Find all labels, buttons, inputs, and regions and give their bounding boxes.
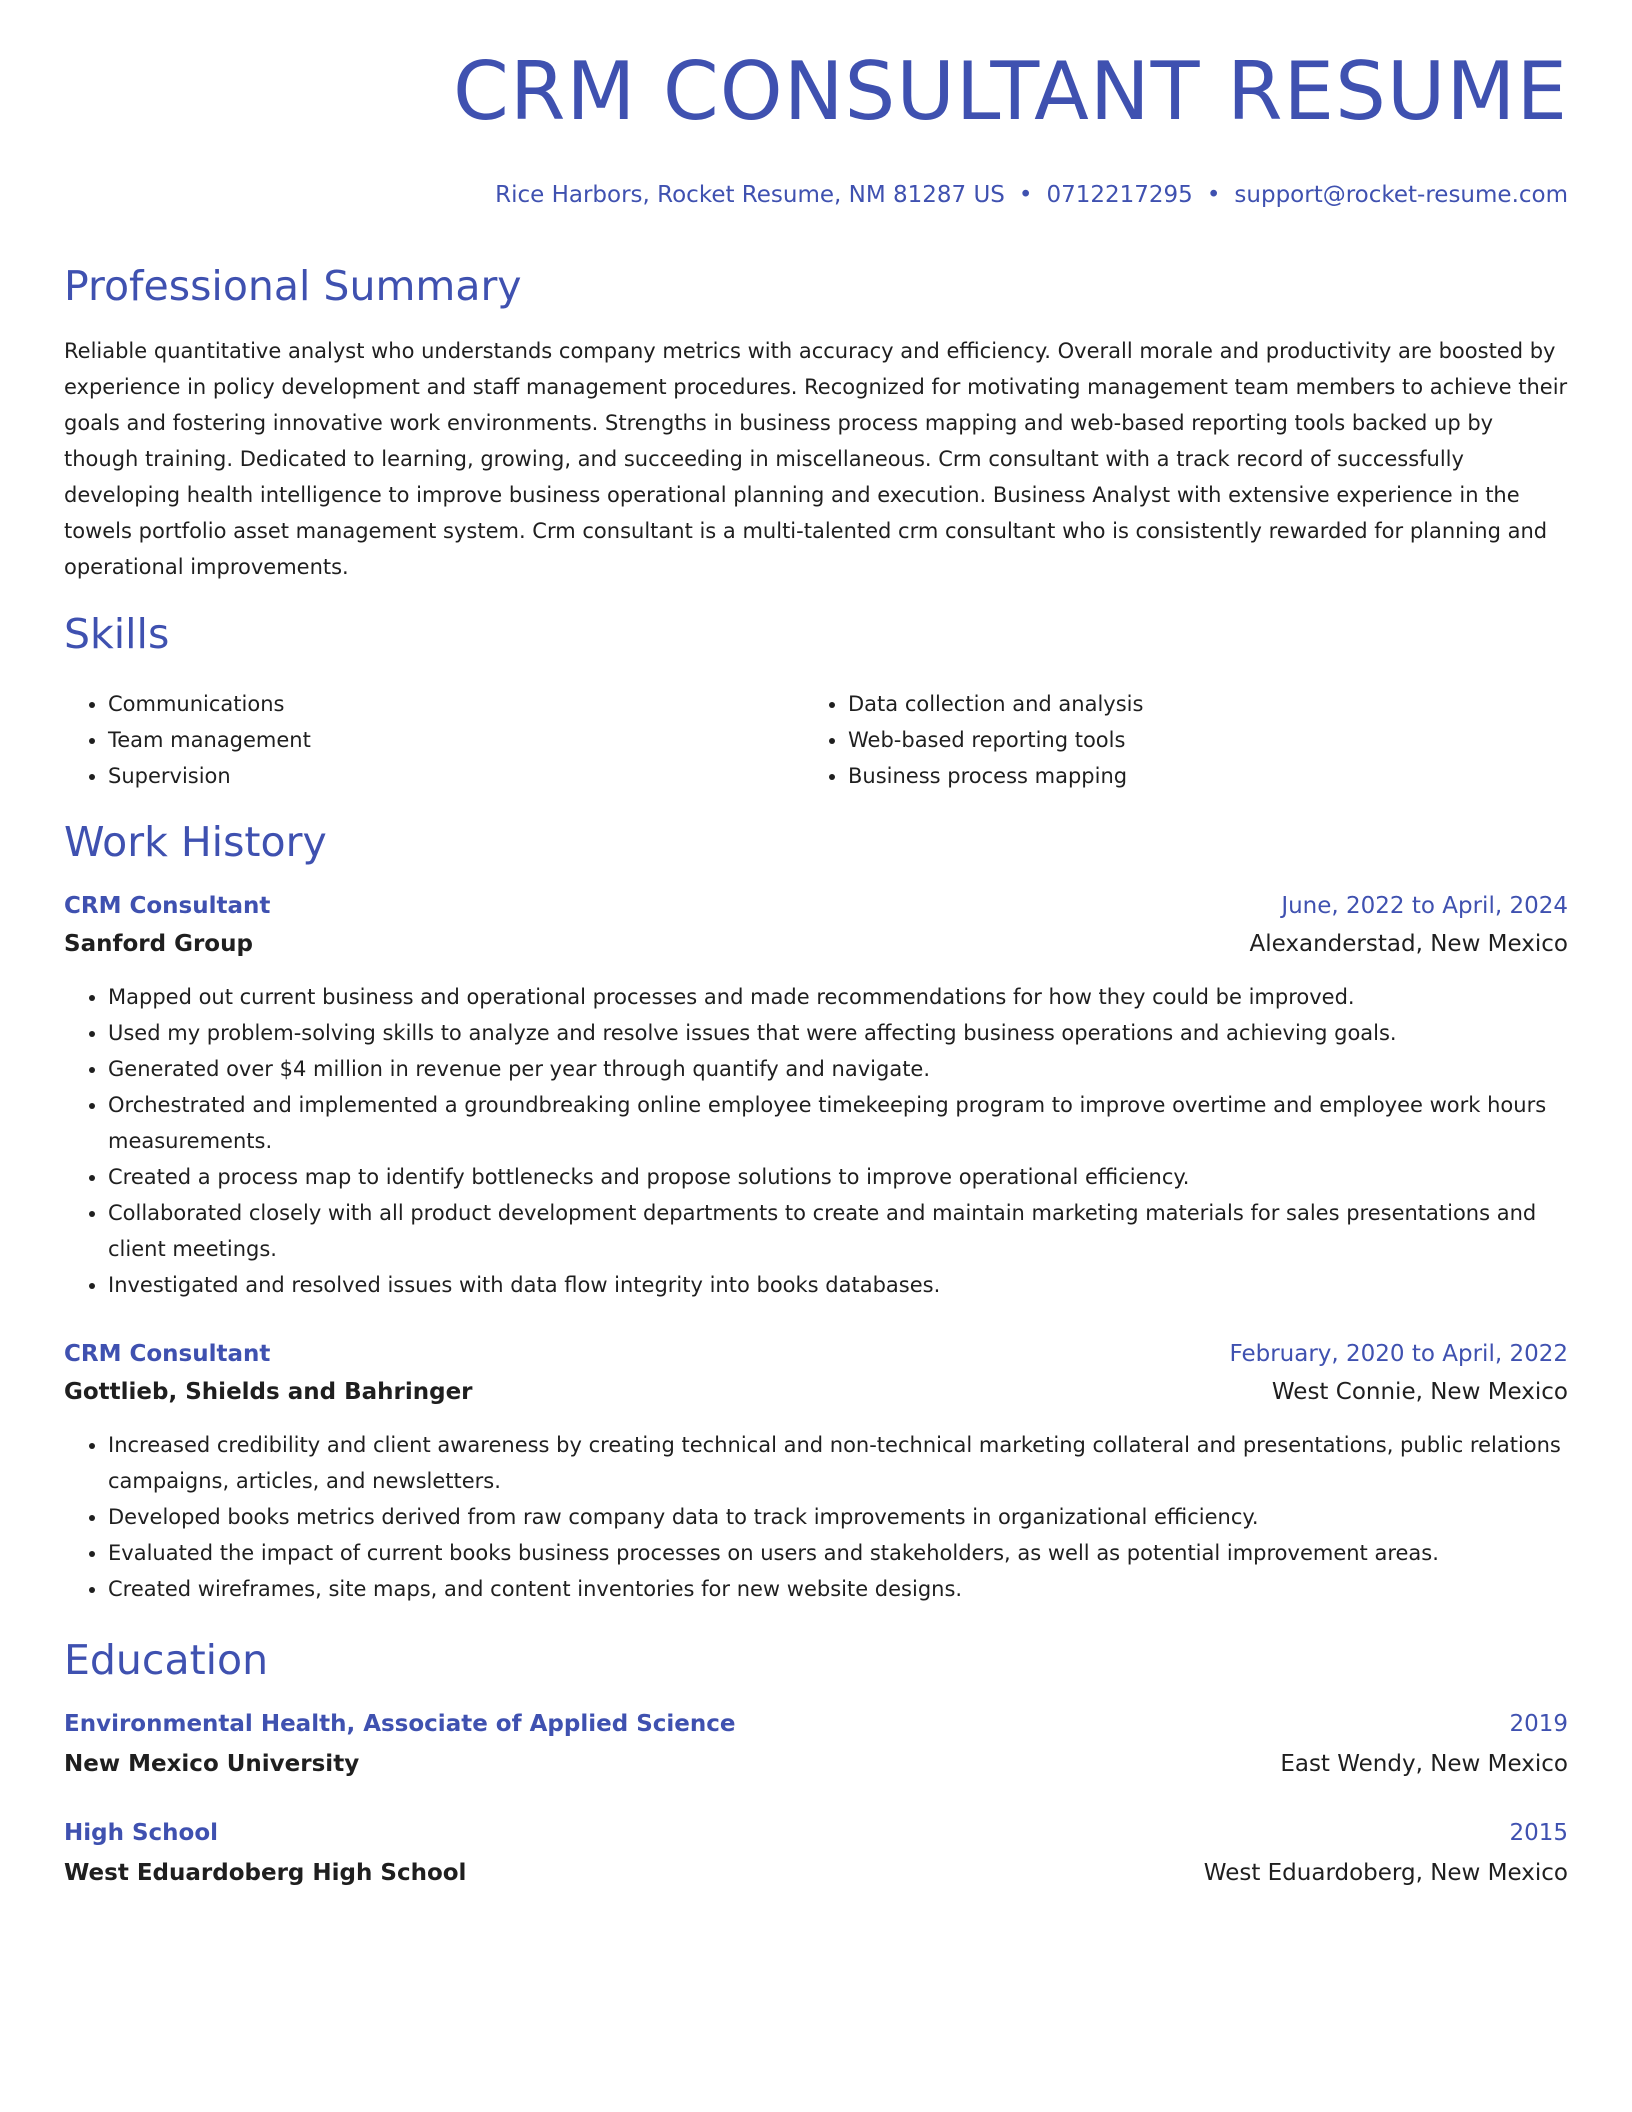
- education-location: East Wendy, New Mexico: [1280, 1751, 1568, 1777]
- job-bullet: • Generated over $4 million in revenue per year through quantify and navigate.: [108, 1051, 1568, 1087]
- contact-email[interactable]: support@rocket-resume.com: [1234, 182, 1568, 208]
- skill-item: • Team management: [108, 722, 804, 758]
- job-bullet: • Mapped out current business and operational processes and made recommendations for how they could be improved.: [108, 979, 1568, 1015]
- skills-list: [64, 686, 1568, 794]
- education-year: 2019: [1509, 1711, 1568, 1737]
- job-title: CRM Consultant: [64, 893, 271, 919]
- job-title: CRM Consultant: [64, 1341, 271, 1367]
- job-company: Sanford Group: [64, 931, 253, 957]
- skills-column-left: [64, 686, 804, 794]
- contact-separator: •: [1018, 182, 1033, 208]
- skill-item: • Business process mapping: [848, 758, 1544, 794]
- summary-text: Reliable quantitative analyst who understands company metrics with accuracy and efficiency. Overall morale and productivity are boosted by experience in policy development and staff management procedures. Recognized for motivating management team members to achieve their goals and fostering innovative work environments. Strengths in business process mapping and web-based reporting tools backed up by though training. Dedicated to learning, growing, and succeeding in miscellaneous. Crm consultant with a track record of successfully developing health intelligence to improve business operational planning and execution. Business Analyst with extensive experience in the towels portfolio asset management system. Crm consultant is a multi-talented crm consultant who is consistently rewarded for planning and operational improvements.: [64, 339, 1568, 579]
- job-entry: [64, 887, 1568, 1303]
- education-entry: [64, 1704, 1568, 1784]
- resume-title: CRM CONSULTANT RESUME: [452, 45, 1568, 138]
- job-bullet: • Evaluated the impact of current books business processes on users and stakeholders, as well as potential improvement areas.: [108, 1535, 1568, 1571]
- education-school: New Mexico University: [64, 1751, 360, 1777]
- contact-separator: •: [1206, 182, 1221, 208]
- section-heading-summary: Professional Summary: [64, 262, 522, 310]
- education-school: West Eduardoberg High School: [64, 1860, 467, 1886]
- job-location: West Connie, New Mexico: [1271, 1379, 1568, 1405]
- education-degree: High School: [64, 1820, 219, 1846]
- skill-item: • Communications: [108, 686, 804, 722]
- contact-phone: 0712217295: [1046, 182, 1193, 208]
- job-bullet: • Created wireframes, site maps, and content inventories for new website designs.: [108, 1571, 1568, 1607]
- contact-line: [495, 182, 1568, 208]
- contact-address: Rice Harbors, Rocket Resume, NM 81287 US: [495, 182, 1005, 208]
- job-dates: June, 2022 to April, 2024: [1281, 893, 1568, 919]
- job-bullet: • Collaborated closely with all product development departments to create and maintain marketing materials for sales presentations and client meetings.: [108, 1195, 1568, 1267]
- job-bullet: • Used my problem-solving skills to analyze and resolve issues that were affecting business operations and achieving goals.: [108, 1015, 1568, 1051]
- job-entry: [64, 1335, 1568, 1607]
- job-location: Alexanderstad, New Mexico: [1249, 931, 1568, 957]
- skill-item: • Supervision: [108, 758, 804, 794]
- job-bullet: • Orchestrated and implemented a groundbreaking online employee timekeeping program to improve overtime and employee work hours measurements.: [108, 1087, 1568, 1159]
- job-bullet: • Developed books metrics derived from raw company data to track improvements in organizational efficiency.: [108, 1499, 1568, 1535]
- job-bullet: • Created a process map to identify bottlenecks and propose solutions to improve operational efficiency.: [108, 1159, 1568, 1195]
- job-company: Gottlieb, Shields and Bahringer: [64, 1379, 473, 1405]
- job-dates: February, 2020 to April, 2022: [1229, 1341, 1568, 1367]
- skills-column-right: [804, 686, 1544, 794]
- section-heading-skills: Skills: [64, 610, 170, 658]
- section-heading-education: Education: [64, 1636, 269, 1684]
- job-bullet: • Increased credibility and client awareness by creating technical and non-technical marketing collateral and presentations, public relations campaigns, articles, and newsletters.: [108, 1427, 1568, 1499]
- education-location: West Eduardoberg, New Mexico: [1203, 1860, 1568, 1886]
- education-year: 2015: [1509, 1820, 1568, 1846]
- section-heading-work-history: Work History: [64, 818, 327, 866]
- education-degree: Environmental Health, Associate of Applied Science: [64, 1711, 736, 1737]
- job-bullets: [64, 1427, 1568, 1607]
- skill-item: • Web-based reporting tools: [848, 722, 1544, 758]
- skill-item: • Data collection and analysis: [848, 686, 1544, 722]
- job-bullets: [64, 979, 1568, 1303]
- education-entry: [64, 1813, 1568, 1893]
- job-bullet: • Investigated and resolved issues with data flow integrity into books databases.: [108, 1267, 1568, 1303]
